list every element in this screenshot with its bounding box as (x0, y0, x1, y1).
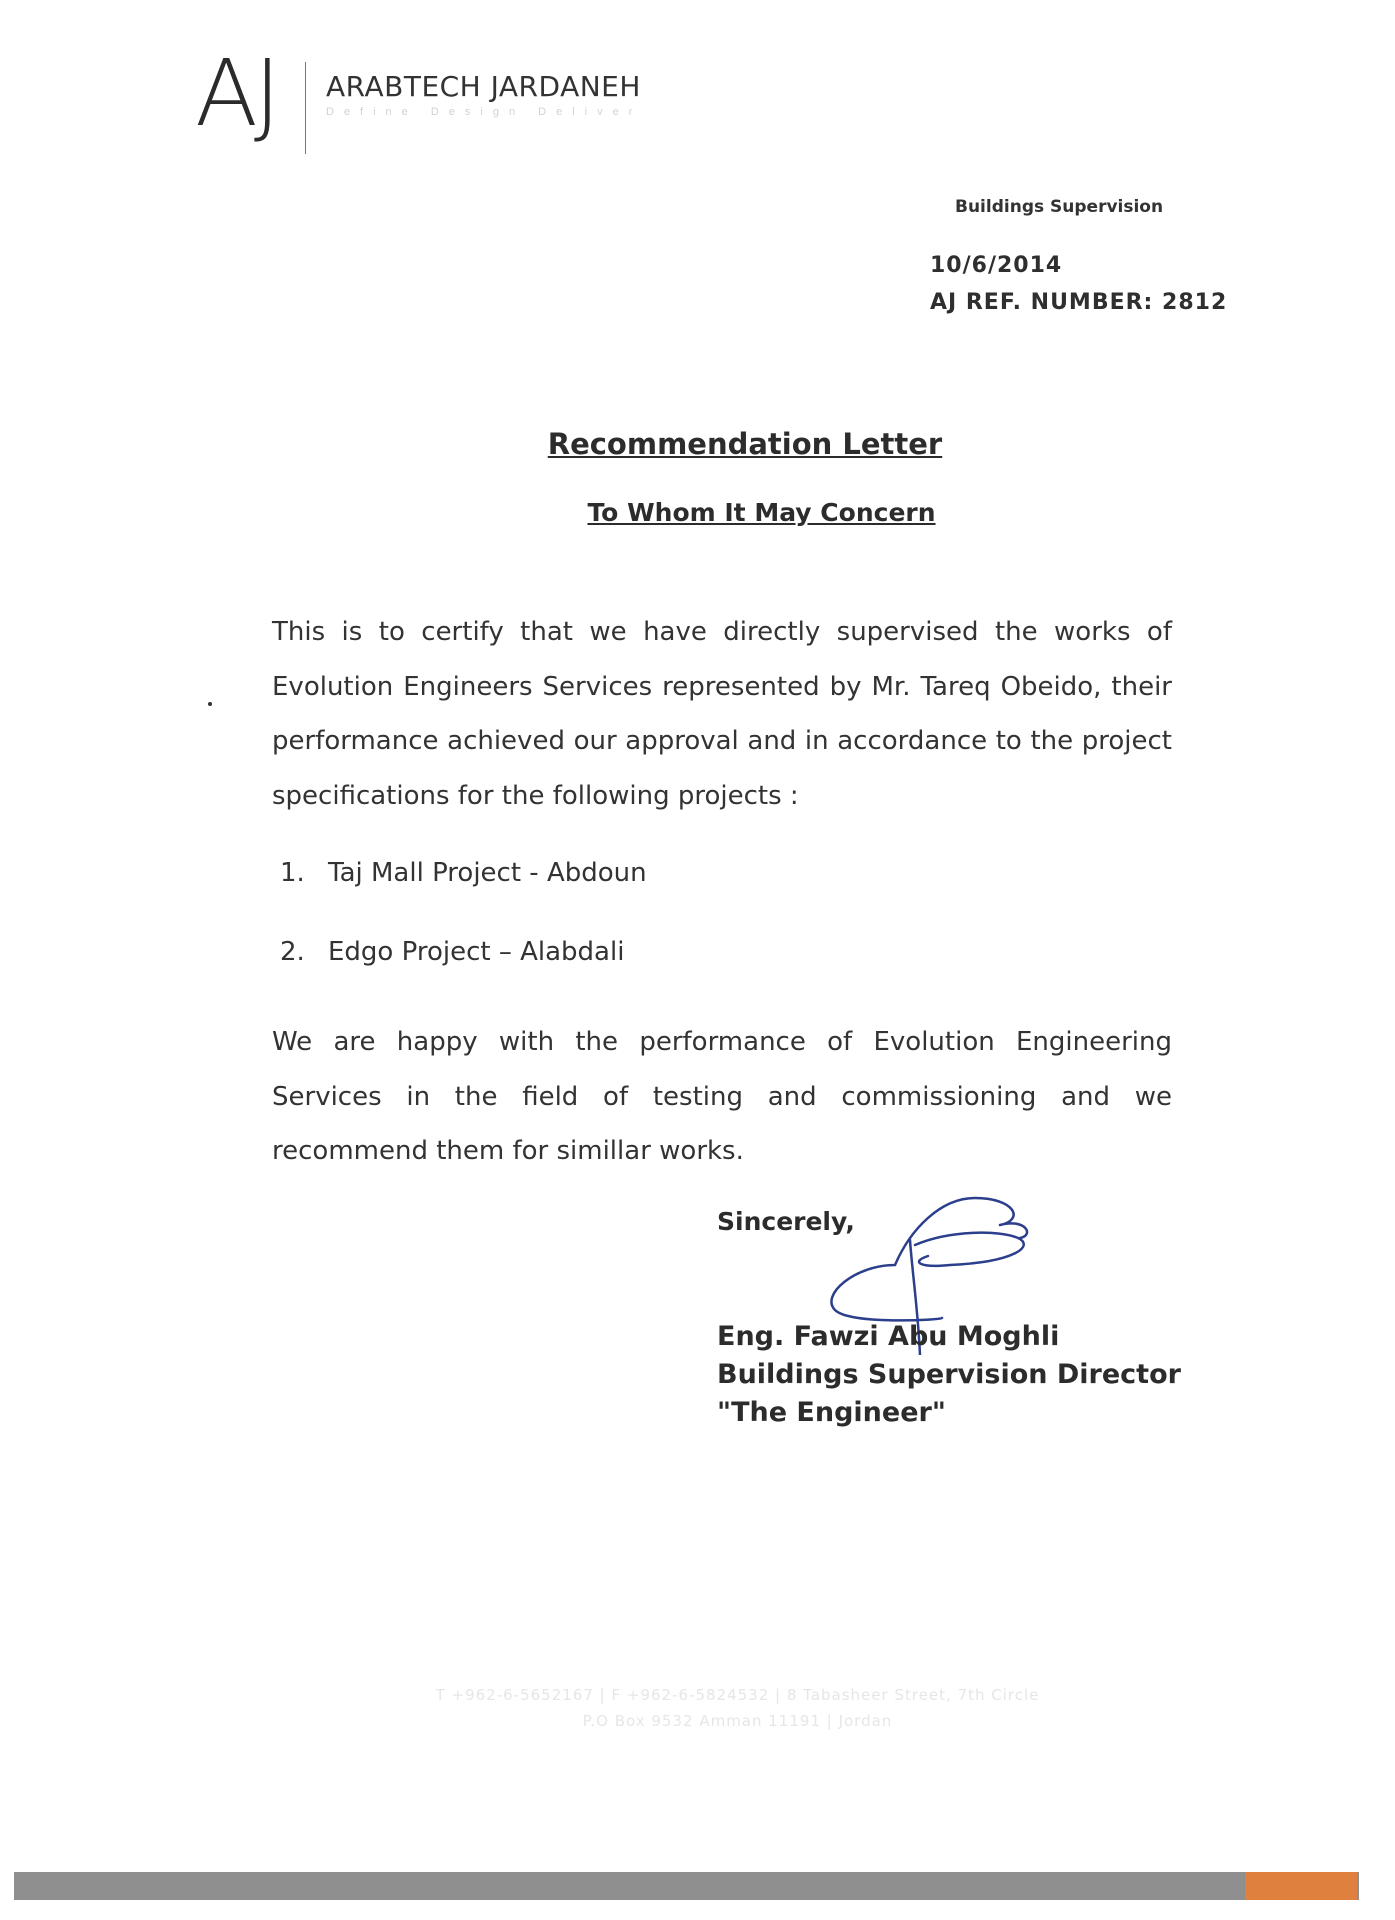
footer-contact-line: T +962-6-5652167 | F +962-6-5824532 | 8 Tabasheer Street, 7th Circle (435, 1686, 1040, 1704)
footer-bar (14, 1872, 1359, 1900)
body-paragraph-1: This is to certify that we have directly supervised the works of Evolution Engineers Services represented by Mr. Tareq Obeido, their performance achieved our approval and in accordance to the project specifications for the following projects : (272, 617, 1172, 811)
footer-bar-accent (1245, 1872, 1357, 1900)
closing-text: Sincerely, (717, 1207, 855, 1236)
footer-address-line: P.O Box 9532 Amman 11191 | Jordan (582, 1712, 893, 1730)
department-label: Buildings Supervision (955, 197, 1164, 217)
scan-speck (208, 702, 212, 706)
company-tagline: Define Design Deliver (326, 106, 643, 118)
list-item-text: Edgo Project – Alabdali (328, 937, 625, 967)
letter-date: 10/6/2014 (930, 253, 1063, 278)
letter-salutation: To Whom It May Concern (587, 498, 936, 527)
reference-number: AJ REF. NUMBER: 2812 (930, 290, 1228, 315)
logo-divider (305, 62, 306, 154)
list-item-number: 2. (280, 937, 305, 967)
list-item-text: Taj Mall Project - Abdoun (328, 858, 647, 888)
company-name: ARABTECH JARDANEH (326, 70, 641, 103)
list-item (280, 853, 647, 932)
signatory-role: Buildings Supervision Director (717, 1359, 1181, 1390)
signatory-name: Eng. Fawzi Abu Moghli (717, 1321, 1060, 1352)
signatory-title: "The Engineer" (717, 1397, 946, 1428)
project-list (280, 853, 647, 1011)
body-paragraph-2: We are happy with the performance of Evolution Engineering Services in the field of testing and commissioning and we recommend them for simillar works. (272, 1027, 1172, 1166)
letter-title: Recommendation Letter (547, 427, 943, 461)
company-logo-mark: AJ (195, 40, 278, 147)
list-item (280, 932, 647, 1011)
list-item-number: 1. (280, 858, 305, 888)
